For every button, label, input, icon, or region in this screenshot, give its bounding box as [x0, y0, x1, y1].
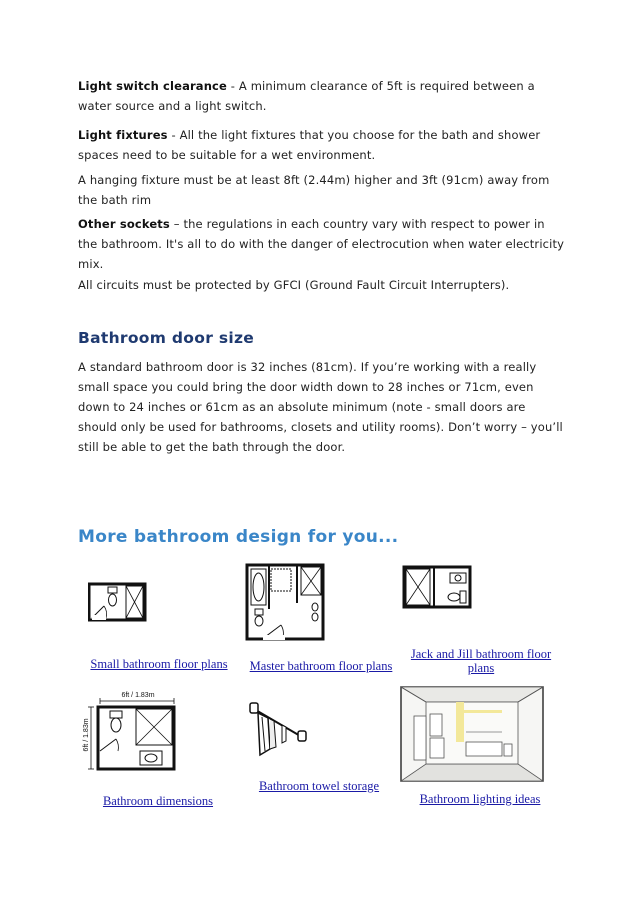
- text-light-switch: - A minimum clearance of 5ft is required between a water source and a light switch.: [78, 79, 535, 113]
- heading-more-bathroom-design: More bathroom design for you...: [78, 527, 399, 547]
- text-other-sockets: – the regulations in each country vary with respect to power in the bathroom. It's all to do with the danger of electrocution when water electricity mix.: [78, 217, 565, 271]
- jack-and-jill-plan-image[interactable]: [402, 565, 472, 609]
- bathroom-dimensions-image[interactable]: [76, 689, 176, 771]
- paragraph-circuits: [78, 275, 566, 295]
- dimension-height-label: 6ft / 1.83m: [83, 718, 90, 752]
- link-bathroom-dimensions[interactable]: Bathroom dimensions: [102, 794, 214, 808]
- paragraph-light-fixtures: [78, 125, 566, 165]
- term-light-fixtures: Light fixtures: [78, 128, 168, 142]
- paragraph-door-size: [78, 357, 566, 457]
- term-light-switch: Light switch clearance: [78, 79, 227, 93]
- heading-bathroom-door-size: Bathroom door size: [78, 329, 255, 347]
- term-other-sockets: Other sockets: [78, 217, 170, 231]
- master-bathroom-plan-image[interactable]: [245, 563, 325, 641]
- text-circuits: All circuits must be protected by GFCI (Ground Fault Circuit Interrupters).: [78, 278, 510, 292]
- link-bathroom-lighting-ideas[interactable]: Bathroom lighting ideas: [419, 792, 541, 806]
- link-jack-and-jill-bathroom-floor-plans[interactable]: Jack and Jill bathroom floor plans: [410, 647, 552, 675]
- towel-storage-image[interactable]: [246, 697, 308, 759]
- dimension-width-label: 6ft / 1.83m: [121, 692, 155, 699]
- paragraph-light-switch: [78, 76, 566, 116]
- paragraph-hanging-fixture: [78, 170, 566, 210]
- small-bathroom-plan-image[interactable]: [88, 580, 148, 624]
- text-door-size: A standard bathroom door is 32 inches (81cm). If you’re working with a really small space you could bring the door width down to 28 inches or 71cm, even down to 24 inches or 61cm as an absolute minimum (note - small doors are should only be used for bathrooms, closets and utility rooms). Don’t worry – you’ll still be able to get the bath through the door.: [78, 360, 563, 454]
- link-bathroom-towel-storage[interactable]: Bathroom towel storage: [258, 779, 380, 793]
- bathroom-lighting-image[interactable]: [400, 686, 544, 782]
- link-small-bathroom-floor-plans[interactable]: Small bathroom floor plans: [90, 657, 228, 671]
- text-light-fixtures: - All the light fixtures that you choose for the bath and shower spaces need to be suitable for a wet environment.: [78, 128, 541, 162]
- text-hanging-fixture: A hanging fixture must be at least 8ft (2.44m) higher and 3ft (91cm) away from the bath rim: [78, 173, 550, 207]
- link-master-bathroom-floor-plans[interactable]: Master bathroom floor plans: [249, 659, 393, 673]
- paragraph-other-sockets: [78, 214, 566, 274]
